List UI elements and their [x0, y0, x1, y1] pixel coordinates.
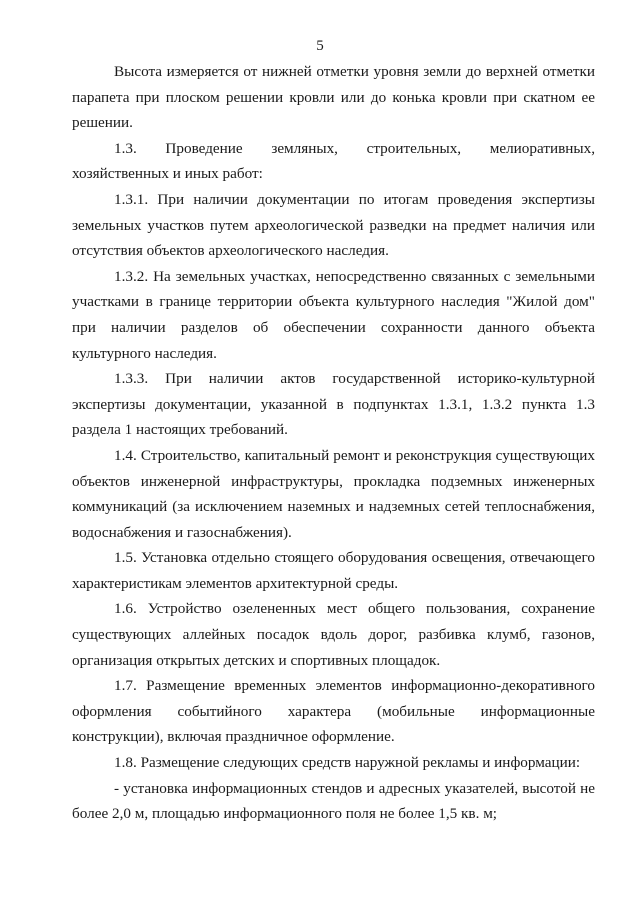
- paragraph-height-definition: Высота измеряется от нижней отметки уровня земли до верхней отметки парапета при плоском решении кровли или до конька кровли при скатном ее решении.: [72, 63, 595, 132]
- document-body: [72, 59, 595, 827]
- paragraph-1-8: 1.8. Размещение следующих средств наружной рекламы и информации:: [114, 754, 581, 772]
- paragraph-1-3-2: 1.3.2. На земельных участках, непосредственно связанных с земельными участками в границе территории объекта культурного наследия "Жилой дом" при наличии разделов об обеспечении сохранности данного объекта культурного наследия.: [72, 267, 595, 362]
- paragraph-1-3-3: 1.3.3. При наличии актов государственной историко-культурной экспертизы документации, указанной в подпунктах 1.3.1, 1.3.2 пункта 1.3 раздела 1 настоящих требований.: [72, 370, 595, 439]
- paragraph-1-7: 1.7. Размещение временных элементов информационно-декоративного оформления событийного характера (мобильные информационные конструкции), включая праздничное оформление.: [72, 677, 595, 746]
- paragraph-bullet-stands: - установка информационных стендов и адресных указателей, высотой не более 2,0 м, площадью информационного поля не более 1,5 кв. м;: [72, 779, 595, 823]
- paragraph-1-3: 1.3. Проведение земляных, строительных, мелиоративных, хозяйственных и иных работ:: [72, 139, 595, 183]
- paragraph-1-3-1: 1.3.1. При наличии документации по итогам проведения экспертизы земельных участков путем археологической разведки на предмет наличия или отсутствия объектов археологического наследия.: [72, 190, 595, 260]
- paragraph-1-4: 1.4. Строительство, капитальный ремонт и реконструкция существующих объектов инженерной инфраструктуры, прокладка подземных инженерных коммуникаций (за исключением наземных и надземных сетей теплоснабжения, водоснабжения и газоснабжения).: [72, 446, 595, 541]
- paragraph-1-6: 1.6. Устройство озелененных мест общего пользования, сохранение существующих аллейных посадок вдоль дорог, разбивка клумб, газонов, организация открытых детских и спортивных площадок.: [72, 600, 595, 669]
- paragraph-1-5: 1.5. Установка отдельно стоящего оборудования освещения, отвечающего характеристикам элементов архитектурной среды.: [72, 549, 595, 592]
- page-number: 5: [316, 38, 324, 54]
